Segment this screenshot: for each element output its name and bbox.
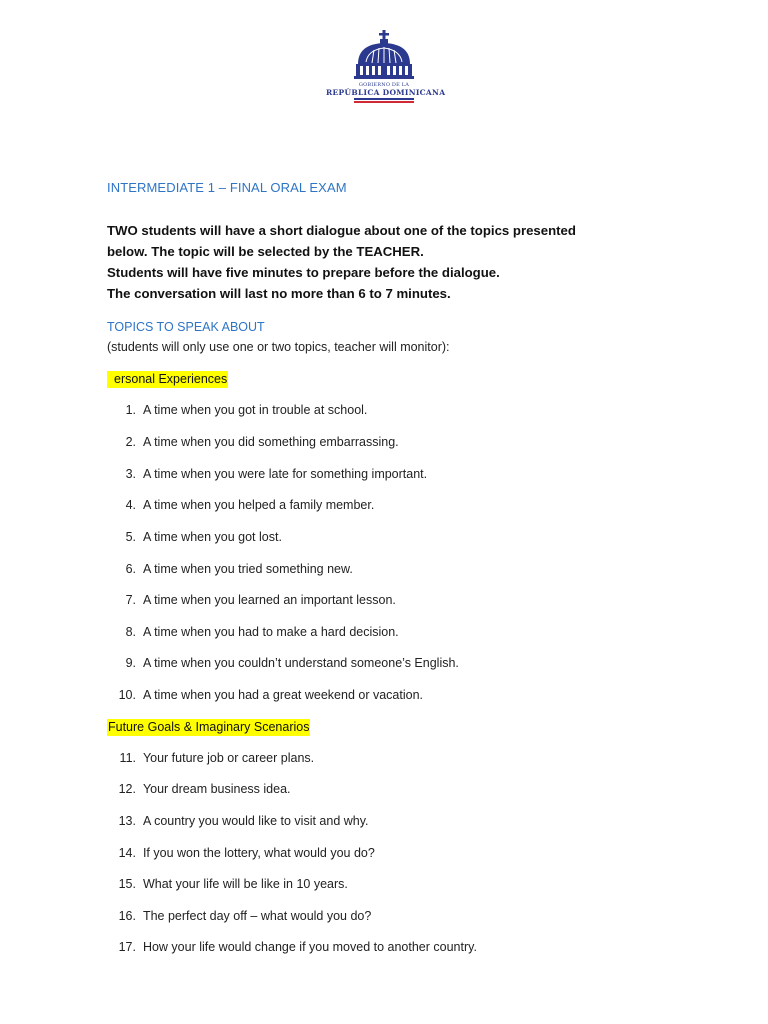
list-item — [108, 846, 375, 860]
item-number: 10. — [118, 688, 136, 702]
item-text: A time when you did something embarrassing. — [142, 435, 399, 449]
item-number: 14. — [118, 846, 136, 860]
list-item — [108, 940, 477, 954]
dome-emblem-icon — [326, 28, 442, 82]
item-text: A time when you helped a family member. — [142, 498, 375, 512]
section-heading-future-goals: Future Goals & Imaginary Scenarios — [108, 720, 310, 734]
item-number: 16. — [118, 909, 136, 923]
item-text: A time when you couldn’t understand someone’s English. — [142, 656, 459, 670]
item-text: Your future job or career plans. — [142, 751, 315, 765]
instruction-line: Students will have five minutes to prepare before the dialogue. — [107, 265, 500, 280]
item-text: Your dream business idea. — [142, 782, 291, 796]
item-text: How your life would change if you moved to another country. — [142, 940, 477, 954]
logo-text-line2: REPÚBLICA DOMINICANA — [326, 88, 446, 97]
item-number: 12. — [118, 782, 136, 796]
item-text: The perfect day off – what would you do? — [142, 909, 372, 923]
item-text: A time when you got in trouble at school. — [142, 403, 368, 417]
list-item — [108, 688, 423, 702]
exam-title: INTERMEDIATE 1 – FINAL ORAL EXAM — [107, 180, 347, 195]
instruction-line: TWO students will have a short dialogue about one of the topics presented — [107, 223, 576, 238]
topics-note: (students will only use one or two topics, teacher will monitor): — [107, 340, 450, 354]
list-item — [108, 909, 371, 923]
item-text: A time when you tried something new. — [142, 562, 353, 576]
list-item — [108, 877, 348, 891]
section-heading-personal-experiences: ersonal Experiences — [107, 371, 228, 388]
logo-text-line1: GOBIERNO DE LA — [358, 82, 410, 88]
list-item — [108, 656, 459, 670]
list-item — [108, 467, 427, 481]
list-item — [108, 782, 291, 796]
item-text: A time when you learned an important lesson. — [142, 593, 396, 607]
item-number: 13. — [118, 814, 136, 828]
item-text: A time when you had a great weekend or vacation. — [142, 688, 423, 702]
government-logo — [326, 28, 446, 110]
list-item — [108, 435, 399, 449]
item-number: 2. — [125, 435, 136, 449]
logo-blue-bar — [354, 98, 414, 100]
item-number: 5. — [125, 530, 136, 544]
instruction-line: below. The topic will be selected by the TEACHER. — [107, 244, 424, 259]
item-text: A time when you were late for something important. — [142, 467, 428, 481]
logo-red-bar — [354, 101, 414, 103]
item-number: 7. — [125, 593, 136, 607]
item-text: A time when you had to make a hard decision. — [142, 625, 399, 639]
item-number: 17. — [118, 940, 136, 954]
item-number: 3. — [125, 467, 136, 481]
item-text: What your life will be like in 10 years. — [142, 877, 348, 891]
item-number: 8. — [125, 625, 136, 639]
item-text: A time when you got lost. — [142, 530, 282, 544]
list-item — [108, 814, 369, 828]
list-item — [108, 498, 374, 512]
item-text: If you won the lottery, what would you do? — [142, 846, 375, 860]
topics-heading: TOPICS TO SPEAK ABOUT — [107, 320, 265, 334]
list-item — [108, 403, 367, 417]
list-item — [108, 593, 396, 607]
item-number: 6. — [125, 562, 136, 576]
instruction-line: The conversation will last no more than 6 to 7 minutes. — [107, 286, 451, 301]
item-number: 4. — [125, 498, 136, 512]
list-item — [108, 625, 399, 639]
item-number: 1. — [125, 403, 136, 417]
list-item — [108, 530, 282, 544]
item-text: A country you would like to visit and why. — [142, 814, 369, 828]
item-number: 15. — [118, 877, 136, 891]
item-number: 11. — [119, 751, 136, 765]
item-number: 9. — [125, 656, 136, 670]
instructions-block — [107, 220, 667, 304]
list-item — [108, 751, 314, 765]
list-item — [108, 562, 353, 576]
